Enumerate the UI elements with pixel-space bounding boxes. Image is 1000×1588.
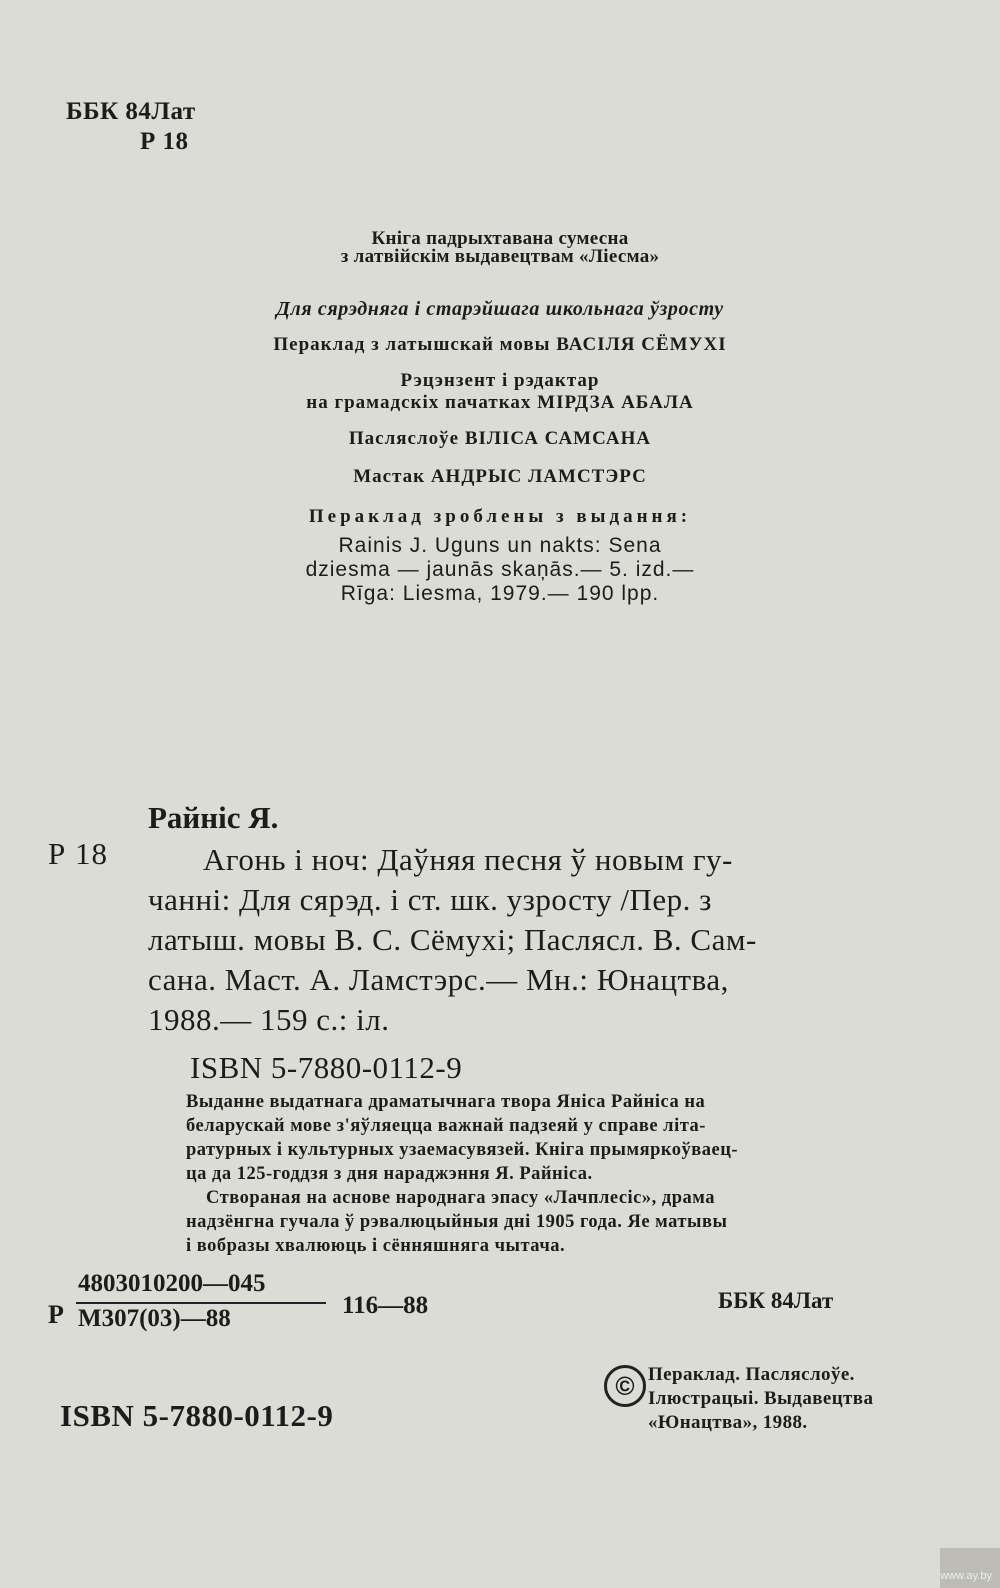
catalog-line: чанні: Для сярэд. і ст. шк. узросту /Пер. з xyxy=(148,882,712,917)
watermark: www.ay.by xyxy=(940,1570,992,1582)
copyright-line: Пераклад. Пасляслоўе. xyxy=(648,1364,855,1385)
annotation-line: Створаная на аснове народнага эпасу «Лачплесіс», драма xyxy=(206,1188,716,1208)
copyright-line: Ілюстрацыі. Выдавецтва xyxy=(648,1388,874,1409)
show-through-print xyxy=(640,92,660,166)
bbk-code-top: ББК 84Лат xyxy=(66,98,196,125)
annotation-line: Выданне выдатнага драматычнага твора Яніса Райніса на xyxy=(186,1092,706,1112)
copyright-icon: © xyxy=(604,1365,646,1407)
coop-line-1: Кніга падрыхтавана сумесна xyxy=(371,228,629,249)
price-letter: Р xyxy=(48,1300,64,1329)
annotation-line: беларускай мове з'яўляецца важнай падзеяй у справе літа- xyxy=(186,1116,706,1136)
price-denominator: М307(03)—88 xyxy=(78,1305,231,1332)
audience-line: Для сярэдняга і старэйшага школьнага ўзросту xyxy=(276,298,724,320)
annotation-line: ца да 125-годдзя з дня нараджэння Я. Райніса. xyxy=(186,1164,593,1184)
catalog-line: Агонь і ноч: Даўняя песня ў новым гу- xyxy=(203,842,733,877)
artist-line: Мастак АНДРЫС ЛАМСТЭРС xyxy=(353,466,647,487)
annotation-line: надзёнгна гучала ў рэвалюцыйныя дні 1905 года. Яе матывы xyxy=(186,1212,728,1232)
bbk-code-bottom: ББК 84Лат xyxy=(718,1288,834,1313)
source-label: Пераклад зроблены з выдання: xyxy=(308,506,692,527)
source-line-3: Rīga: Liesma, 1979.— 190 lpp. xyxy=(340,582,660,605)
catalog-line: латыш. мовы В. С. Сёмухі; Пасляcл. В. Сам- xyxy=(148,922,757,957)
isbn-bottom: ISBN 5-7880-0112-9 xyxy=(60,1398,334,1433)
catalog-line: сана. Маст. А. Ламстэрс.— Мн.: Юнацтва, xyxy=(148,962,729,997)
photo-corner-shadow xyxy=(940,1548,1000,1588)
reviewer-line-2: на грамадскіх пачатках МІРДЗА АБАЛА xyxy=(306,392,694,413)
annotation-line: і вобразы хвалююць і сённяшняга чытача. xyxy=(186,1236,566,1256)
coop-line-2: з латвійскім выдавецтвам «Ліесма» xyxy=(340,246,660,267)
translator-line: Пераклад з латышскай мовы ВАСІЛЯ СЁМУХІ xyxy=(273,334,727,355)
price-fraction-line xyxy=(76,1302,326,1304)
annotation-line: ратурных і культурных узаемасувязей. Кніга прымяркоўваец- xyxy=(186,1140,739,1160)
catalog-isbn: ISBN 5-7880-0112-9 xyxy=(190,1050,463,1085)
catalog-line: 1988.— 159 с.: іл. xyxy=(148,1002,390,1037)
afterword-line: Пасляслоўе ВІЛІСА САМСАНА xyxy=(348,428,652,449)
source-line-1: Rainis J. Uguns un nakts: Sena xyxy=(338,534,662,557)
price-numerator: 4803010200—045 xyxy=(78,1270,266,1297)
price-number: 116—88 xyxy=(342,1292,429,1319)
author-code-top: Р 18 xyxy=(140,128,189,155)
source-line-2: dziesma — jaunās skaņās.— 5. izd.— xyxy=(305,558,695,581)
copyright-line: «Юнацтва», 1988. xyxy=(648,1412,808,1433)
reviewer-line-1: Рэцэнзент і рэдактар xyxy=(400,370,600,391)
catalog-code: Р 18 xyxy=(48,836,108,871)
catalog-author: Райніс Я. xyxy=(148,800,279,835)
